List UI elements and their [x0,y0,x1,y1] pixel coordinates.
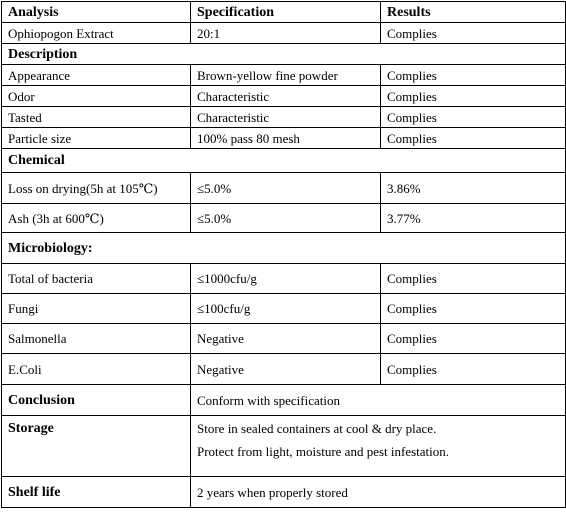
row-spec: ≤100cfu/g [191,294,381,324]
row-name: Appearance [2,65,191,86]
row-result: Complies [381,23,566,44]
row-result: Complies [381,128,566,149]
header-row [2,2,566,23]
storage-label: Storage [2,416,191,477]
row-result: Complies [381,264,566,294]
shelf-life-row [2,477,566,508]
row-result: 3.77% [381,204,566,233]
conclusion-row [2,385,566,416]
section-row [2,44,566,65]
table-row [2,324,566,354]
table-row [2,294,566,324]
row-spec: Negative [191,354,381,385]
table-row [2,65,566,86]
section-microbiology: Microbiology: [2,233,566,264]
conclusion-value: Conform with specification [191,385,566,416]
row-spec: Characteristic [191,107,381,128]
table-row [2,204,566,233]
row-spec: Brown-yellow fine powder [191,65,381,86]
storage-value [191,416,566,477]
row-name: Fungi [2,294,191,324]
row-result: Complies [381,294,566,324]
row-result: 3.86% [381,173,566,204]
row-spec: ≤5.0% [191,204,381,233]
row-spec: 100% pass 80 mesh [191,128,381,149]
storage-line-1: Store in sealed containers at cool & dry place. [197,421,437,436]
row-name: Total of bacteria [2,264,191,294]
table-row [2,86,566,107]
row-spec: ≤5.0% [191,173,381,204]
table-row [2,264,566,294]
table-row [2,128,566,149]
row-name: Loss on drying(5h at 105℃) [2,173,191,204]
row-name: Tasted [2,107,191,128]
section-description: Description [2,44,566,65]
row-name: Ophiopogon Extract [2,23,191,44]
coa-table [1,1,566,508]
header-specification: Specification [191,2,381,23]
table-row [2,173,566,204]
table-row [2,107,566,128]
row-result: Complies [381,354,566,385]
row-name: Salmonella [2,324,191,354]
row-name: Odor [2,86,191,107]
row-spec: Negative [191,324,381,354]
section-row [2,149,566,173]
storage-row [2,416,566,477]
shelf-life-label: Shelf life [2,477,191,508]
row-name: Ash (3h at 600℃) [2,204,191,233]
table-row [2,354,566,385]
row-result: Complies [381,86,566,107]
row-name: E.Coli [2,354,191,385]
header-results: Results [381,2,566,23]
row-result: Complies [381,65,566,86]
table-row [2,23,566,44]
row-spec: Characteristic [191,86,381,107]
section-chemical: Chemical [2,149,566,173]
storage-line-2: Protect from light, moisture and pest infestation. [197,444,450,459]
row-result: Complies [381,324,566,354]
row-result: Complies [381,107,566,128]
header-analysis: Analysis [2,2,191,23]
row-name: Particle size [2,128,191,149]
shelf-life-value: 2 years when properly stored [191,477,566,508]
conclusion-label: Conclusion [2,385,191,416]
row-spec: 20:1 [191,23,381,44]
row-spec: ≤1000cfu/g [191,264,381,294]
section-row [2,233,566,264]
